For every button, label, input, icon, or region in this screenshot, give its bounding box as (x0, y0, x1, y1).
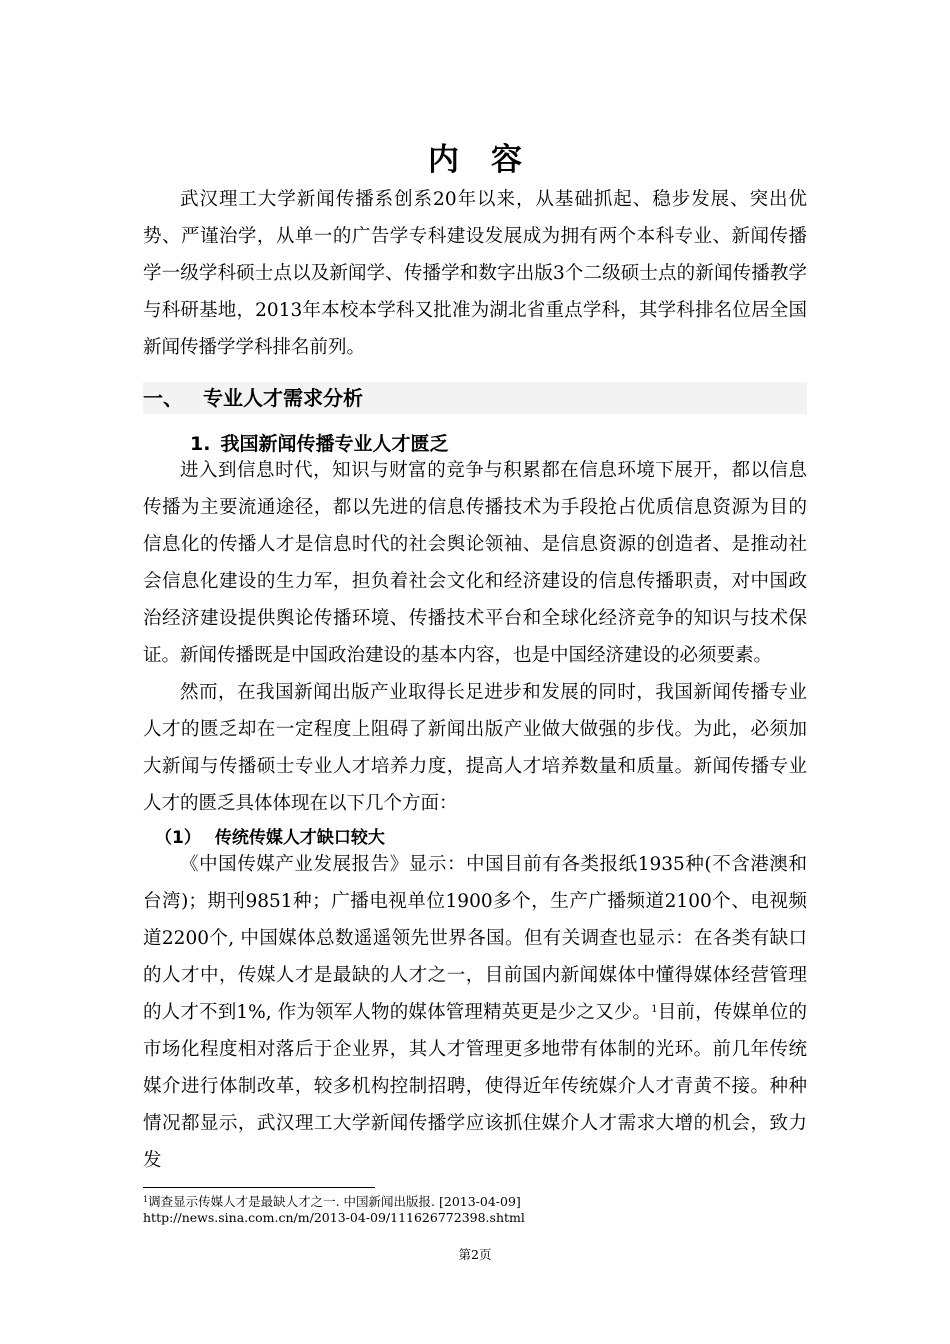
footnote-separator (143, 1187, 375, 1188)
section-number: 一、 (143, 386, 183, 410)
intro-paragraph (143, 181, 807, 366)
section-title: 专业人才需求分析 (203, 386, 363, 410)
paragraph-3-text-after: 目前，传媒单位的市场化程度相对落后于企业界，其人才管理更多地带有体制的光环。前几年传统媒介进行体制改革，较多机构控制招聘，使得近年传统媒介人才青黄不接。种种情况都显示，武汉理工大学新闻传播学应该抓住媒介人才需求大增的机会，致力发 (143, 1002, 807, 1171)
paragraph-2 (143, 674, 807, 822)
subsection-number: 1. (190, 433, 211, 455)
paragraph-1-text: 进入到信息时代，知识与财富的竞争与积累都在信息环境下展开，都以信息传播为主要流通途径，都以先进的信息传播技术为手段抢占优质信息资源为目的信息化的传播人才是信息时代的社会舆论领袖、是信息资源的创造者、是推动社会信息化建设的生力军，担负着社会文化和经济建设的信息传播职责，对中国政治经济建设提供舆论传播环境、传播技术平台和全球化经济竞争的知识与技术保证。新闻传播既是中国政治建设的基本内容，也是中国经济建设的必须要素。 (143, 460, 807, 666)
page-number: 第2页 (458, 1247, 492, 1262)
footnote-reference[interactable]: 1 (651, 1004, 658, 1015)
paragraph-3-text (143, 846, 807, 1179)
section-heading-1 (143, 382, 807, 414)
footnote-citation: 调查显示传媒人才是最缺人才之一. 中国新闻出版报. [2013-04-09] (148, 1194, 521, 1209)
paragraph-1 (143, 452, 807, 674)
intro-text: 武汉理工大学新闻传播系创系20年以来，从基础抓起、稳步发展、突出优势、严谨治学，从单一的广告学专科建设发展成为拥有两个本科专业、新闻传播学一级学科硕士点以及新闻学、传播学和数字出版3个二级硕士点的新闻传播教学与科研基地，2013年本校本学科又批准为湖北省重点学科，其学科排名位居全国新闻传播学学科排名前列。 (143, 189, 807, 358)
subsubsection-title: 传统传媒人才缺口较大 (214, 828, 385, 848)
paragraph-3 (143, 846, 807, 1179)
paragraph-2-text: 然而，在我国新闻出版产业取得长足进步和发展的同时，我国新闻传播专业人才的匮乏却在一定程度上阻碍了新闻出版产业做大做强的步伐。为此，必须加大新闻与传播硕士专业人才培养力度，提高人才培养数量和质量。新闻传播专业人才的匮乏具体体现在以下几个方面： (143, 682, 807, 814)
subsection-title: 我国新闻传播专业人才匮乏 (220, 433, 449, 455)
footnote (143, 1194, 823, 1226)
paragraph-3-text-before: 《中国传媒产业发展报告》显示：中国目前有各类报纸1935种(不含港澳和台湾)；期刊9851种；广播电视单位1900多个，生产广播频道2100个、电视频道2200个, 中国媒体总数遥遥领先世界各国。但有关调查也显示：在各类有缺口的人才中，传媒人才是最缺的人才之一，目前国内新闻媒体中懂得媒体经营管理的人才不到1%, 作为领军人物的媒体管理精英更是少之又少。 (143, 854, 807, 1023)
footnote-mark: 1 (143, 1195, 149, 1204)
subsubsection-number: （1） (155, 828, 201, 848)
page-title: 内容 (428, 142, 554, 178)
footnote-url[interactable]: http://news.sina.com.cn/m/2013-04-09/111626772398.shtml (143, 1210, 525, 1225)
footnote-line-1 (143, 1194, 823, 1210)
